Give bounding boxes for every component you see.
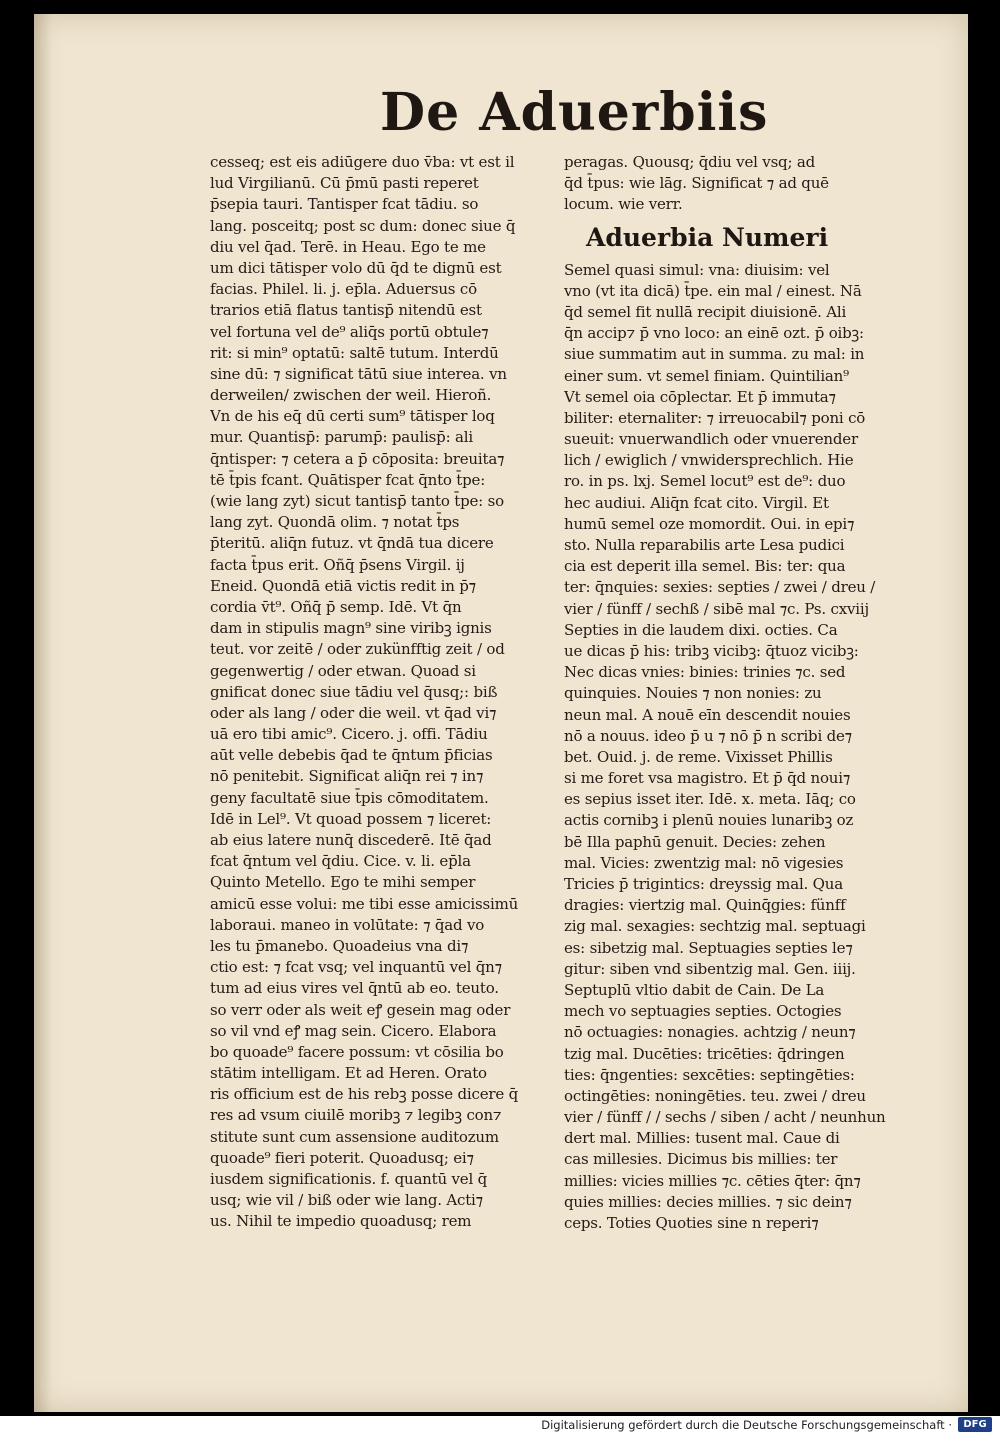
text-line: bet. Ouid. j. de reme. Vixisset Phillis — [564, 747, 833, 766]
page-binding-shadow — [34, 14, 52, 1412]
text-line: vier / fünff / / sechs / siben / acht / neunhun — [564, 1108, 886, 1127]
text-line: locum. wie verr. — [564, 195, 683, 214]
text-line: q̄n accip⁊ p̄ vno loco: an einē ozt. p̄ oibꝫ: — [564, 324, 864, 343]
text-line: si me foret vsa magistro. Et p̄ q̄d noui⁊ — [564, 769, 851, 788]
text-line: ro. in ps. lxj. Semel locut⁹ est de⁹: duo — [564, 472, 846, 491]
text-line: ceps. Toties Quoties sine n reperi⁊ — [564, 1214, 819, 1232]
dfg-logo: DFG — [958, 1417, 992, 1432]
text-line: lich / ewiglich / vnwidersprechlich. Hie — [564, 451, 854, 470]
text-line: geny facultatē siue t̄pis cōmoditatem. — [210, 788, 489, 807]
text-line: biliter: eternaliter: ⁊ irreuocabil⁊ poni cō — [564, 408, 866, 427]
text-line: fcat q̄ntum vel q̄diu. Cice. v. li. ep̄la — [210, 852, 471, 871]
text-line: ter: q̄nquies: sexies: septies / zwei / dreu / — [564, 578, 876, 597]
text-line: peragas. Quousq; q̄diu vel vsq; ad — [564, 153, 816, 171]
text-line: rit: si min⁹ optatū: saltē tutum. Interdū — [210, 343, 499, 362]
text-line: quoade⁹ fieri poterit. Quoadusq; ei⁊ — [210, 1148, 474, 1167]
running-head: De Aduerbiis — [380, 82, 769, 143]
text-line: tzig mal. Ducēties: tricēties: q̄dringen — [564, 1044, 845, 1063]
text-line: zig mal. sexagies: sechtzig mal. septuagi — [564, 917, 866, 936]
text-line: mal. Vicies: zwentzig mal: nō vigesies — [564, 853, 844, 872]
text-line: es sepius isset iter. Idē. x. meta. Iāq; co — [564, 790, 856, 809]
text-line: quies millies: decies millies. ⁊ sic dein⁊ — [564, 1192, 852, 1211]
right-text-column — [564, 152, 914, 1232]
text-line: dam in stipulis magn⁹ sine viribꝫ ignis — [210, 619, 492, 638]
text-line: tē t̄pis fcant. Quātisper fcat q̄nto t̄pe: — [210, 470, 486, 489]
text-line: lang. posceitq; post sc dum: donec siue q̄ — [210, 216, 516, 235]
text-line: nō penitebit. Significat aliq̄n rei ⁊ in⁊ — [210, 767, 484, 786]
text-line: tum ad eius vires vel q̄ntū ab eo. teuto. — [210, 979, 499, 998]
text-line: amicū esse volui: me tibi esse amicissimū — [210, 894, 519, 913]
text-line: cordia v̄t⁹. Oñq̄ p̄ semp. Idē. Vt q̄n — [210, 597, 462, 616]
text-line: humū semel oze momordit. Oui. in epi⁊ — [564, 514, 855, 533]
text-line: facta t̄pus erit. Oñq̄ p̄sens Virgil. ij — [210, 555, 465, 574]
text-line: Quinto Metello. Ego te mihi semper — [210, 873, 476, 892]
text-line: neun mal. A nouē eīn descendit nouies — [564, 705, 851, 724]
text-line: Vt semel oia cōplectar. Et p̄ immuta⁊ — [564, 387, 836, 406]
text-line: quinquies. Nouies ⁊ non nonies: zu — [564, 684, 822, 703]
text-line: es: sibetzig mal. Septuagies septies le⁊ — [564, 938, 853, 957]
text-line: vno (vt ita dicā) t̄pe. ein mal / einest. Nā — [564, 281, 862, 300]
text-line: p̄sepia tauri. Tantisper fcat tādiu. so — [210, 195, 479, 214]
funding-notice: Digitalisierung gefördert durch die Deutsche Forschungsgemeinschaft · — [541, 1418, 952, 1432]
text-line: lang zyt. Quondā olim. ⁊ notat t̄ps — [210, 513, 460, 532]
text-line: siue summatim aut in summa. zu mal: in — [564, 345, 865, 364]
text-line: lud Virgilianū. Cū p̄mū pasti reperet — [210, 174, 479, 193]
text-line: Nec dicas vnies: binies: trinies ⁊c. sed — [564, 663, 846, 682]
text-line: trarios etiā flatus tantisp̄ nitendū est — [210, 301, 482, 320]
text-line: mech vo septuagies septies. Octogies — [564, 1002, 842, 1021]
text-line: usq; wie vil / biß oder wie lang. Acti⁊ — [210, 1191, 483, 1210]
text-line: Tricies p̄ trigintics: dreyssig mal. Qua — [564, 875, 843, 893]
text-line: p̄teritū. aliq̄n futuz. vt q̄ndā tua dicere — [210, 534, 494, 553]
text-line: iusdem significationis. f. quantū vel q̄ — [210, 1170, 488, 1188]
text-line: Septuplū vltio dabit de Cain. De La — [564, 980, 825, 999]
text-line: hec audiui. Aliq̄n fcat cito. Virgil. Et — [564, 493, 829, 512]
text-line: res ad vsum ciuilē moribꝫ ⁊ legibꝫ con⁊ — [210, 1106, 502, 1125]
text-line: diu vel q̄ad. Terē. in Heau. Ego te me — [210, 237, 486, 256]
text-line: Eneid. Quondā etiā victis redit in p̄⁊ — [210, 576, 476, 595]
text-line: q̄ntisper: ⁊ cetera a p̄ cōposita: breuita⁊ — [210, 449, 505, 468]
footer-bar — [0, 1416, 1000, 1435]
text-line: Vn de his eq̄ dū certi sum⁹ tātisper loq — [210, 407, 495, 426]
text-line: nō octuagies: nonagies. achtzig / neun⁊ — [564, 1023, 856, 1042]
text-line: so vil vnd eꝭ mag sein. Cicero. Elabora — [210, 1021, 497, 1040]
text-line: cas millesies. Dicimus bis millies: ter — [564, 1150, 838, 1169]
text-line: sto. Nulla reparabilis arte Lesa pudici — [564, 536, 845, 554]
text-line: Idē in Lel⁹. Vt quoad possem ⁊ liceret: — [210, 809, 492, 828]
text-line: us. Nihil te impedio quoadusq; rem — [210, 1212, 472, 1231]
text-line: bo quoade⁹ facere possum: vt cōsilia bo — [210, 1042, 504, 1061]
text-line: ctio est: ⁊ fcat vsq; vel inquantū vel q̄n⁊ — [210, 958, 502, 977]
text-line: (wie lang zyt) sicut tantisp̄ tanto t̄pe: so — [210, 492, 504, 510]
text-line: bē Illa paphū genuit. Decies: zehen — [564, 832, 826, 851]
text-line: gitur: siben vnd sibentzig mal. Gen. iiij. — [564, 959, 856, 978]
text-line: les tu p̄manebo. Quoadeius vna di⁊ — [210, 936, 469, 955]
text-line: dert mal. Millies: tusent mal. Caue di — [564, 1129, 840, 1148]
text-line: cesseq; est eis adiūgere duo v̄ba: vt est il — [210, 153, 515, 171]
text-line: ties: q̄ngenties: sexcēties: septingēties: — [564, 1065, 855, 1084]
text-line: millies: vicies millies ⁊c. cēties q̄ter: q̄n⁊ — [564, 1171, 861, 1190]
text-line: facias. Philel. li. j. ep̄la. Aduersus cō — [210, 280, 477, 299]
text-line: octingēties: noningēties. teu. zwei / dreu — [564, 1086, 866, 1105]
section-heading: Aduerbia Numeri — [586, 222, 829, 252]
left-text-column — [210, 152, 556, 1232]
text-line: gegenwertig / oder etwan. Quoad si — [210, 661, 476, 680]
text-line: vel fortuna vel de⁹ aliq̄s portū obtule⁊ — [210, 322, 489, 341]
text-line: dragies: viertzig mal. Quinq̄gies: fünff — [564, 896, 846, 915]
text-line: actis cornibꝫ i plenū nouies lunaribꝫ oz — [564, 811, 854, 830]
text-line: cia est deperit illa semel. Bis: ter: qua — [564, 557, 846, 576]
text-line: teut. vor zeitē / oder zukünfftig zeit / od — [210, 640, 505, 659]
text-line: stātim intelligam. Et ad Heren. Orato — [210, 1064, 487, 1083]
text-line: mur. Quantisp̄: parump̄: paulisp̄: ali — [210, 428, 473, 447]
text-line: gnificat donec siue tādiu vel q̄usq;: biß — [210, 682, 498, 701]
text-line: einer sum. vt semel finiam. Quintilian⁹ — [564, 366, 849, 385]
text-line: sueuit: vnuerwandlich oder vnuerender — [564, 430, 858, 449]
text-line: ab eius latere nunq̄ discederē. Itē q̄ad — [210, 831, 492, 849]
text-line: vier / fünff / sechß / sibē mal ⁊c. Ps. cxviij — [564, 599, 869, 618]
text-line: nō a nouus. ideo p̄ u ⁊ nō p̄ n scribi de⁊ — [564, 726, 852, 745]
text-line: Semel quasi simul: vna: diuisim: vel — [564, 260, 830, 279]
text-line: um dici tātisper volo dū q̄d te dignū est — [210, 258, 502, 277]
text-line: uā ero tibi amic⁹. Cicero. j. offi. Tādiu — [210, 725, 488, 744]
text-line: Septies in die laudem dixi. octies. Ca — [564, 620, 838, 639]
text-line: aūt velle debebis q̄ad te q̄ntum p̄ficias — [210, 746, 493, 765]
text-line: ris officium est de his rebꝫ posse dicere q̄ — [210, 1085, 519, 1104]
text-line: laboraui. maneo in volūtate: ⁊ q̄ad vo — [210, 915, 485, 934]
text-line: q̄d t̄pus: wie lāg. Significat ⁊ ad quē — [564, 174, 829, 193]
text-line: sine dū: ⁊ significat tātū siue interea. vn — [210, 364, 507, 383]
text-line: q̄d semel fit nullā recipit diuisionē. Ali — [564, 302, 847, 321]
text-line: stitute sunt cum assensione auditozum — [210, 1127, 499, 1146]
text-line: ue dicas p̄ his: tribꝫ vicibꝫ: q̄tuoz vicibꝫ: — [564, 641, 859, 660]
text-line: derweilen/ zwischen der weil. Hieroñ. — [210, 386, 492, 405]
text-line: oder als lang / oder die weil. vt q̄ad vi⁊ — [210, 703, 497, 722]
text-line: so verr oder als weit eꝭ gesein mag oder — [210, 1000, 511, 1019]
